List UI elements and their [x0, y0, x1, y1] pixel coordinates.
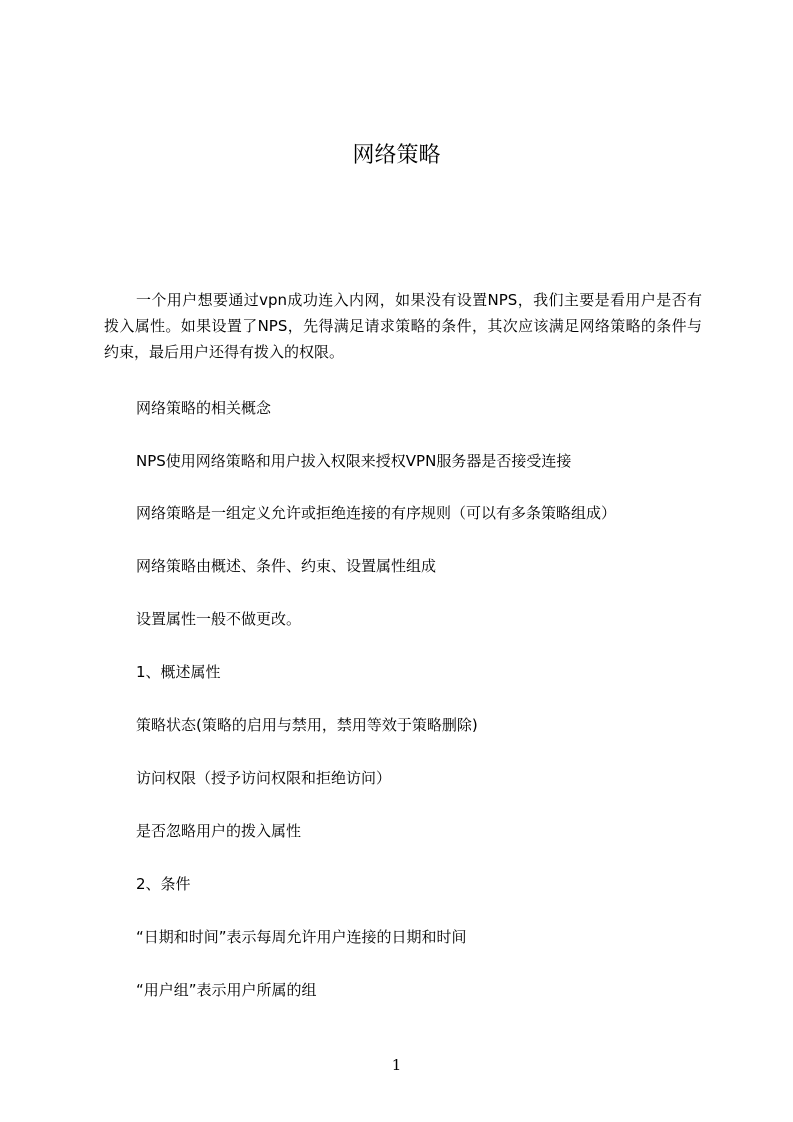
body-line: 网络策略由概述、条件、约束、设置属性组成: [136, 557, 437, 575]
body-line: 网络策略是一组定义允许或拒绝连接的有序规则（可以有多条策略组成）: [136, 504, 617, 522]
body-line: 网络策略的相关概念: [136, 399, 272, 417]
section-heading: 2、条件: [136, 875, 191, 893]
body-line: “日期和时间”表示每周允许用户连接的日期和时间: [136, 928, 467, 946]
body-line: “用户组”表示用户所属的组: [136, 981, 317, 999]
body-line: 是否忽略用户的拨入属性: [136, 822, 302, 840]
document-title: 网络策略: [352, 143, 441, 168]
section-heading: 1、概述属性: [136, 663, 221, 681]
intro-paragraph: 一个用户想要通过vpn成功连入内网，如果没有设置NPS，我们主要是看用户是否有拨入属性。如果设置了NPS，先得满足请求策略的条件，其次应该满足网络策略的条件与约束，最后用户还得有拨入的权限。: [104, 291, 702, 361]
page-number: 1: [391, 1056, 402, 1074]
body-line: 策略状态(策略的启用与禁用，禁用等效于策略删除): [136, 716, 478, 734]
body-line: 访问权限（授予访问权限和拒绝访问）: [136, 769, 392, 787]
body-line: NPS使用网络策略和用户拔入权限来授权VPN服务器是否接受连接: [136, 452, 572, 470]
body-line: 设置属性一般不做更改。: [136, 610, 302, 628]
